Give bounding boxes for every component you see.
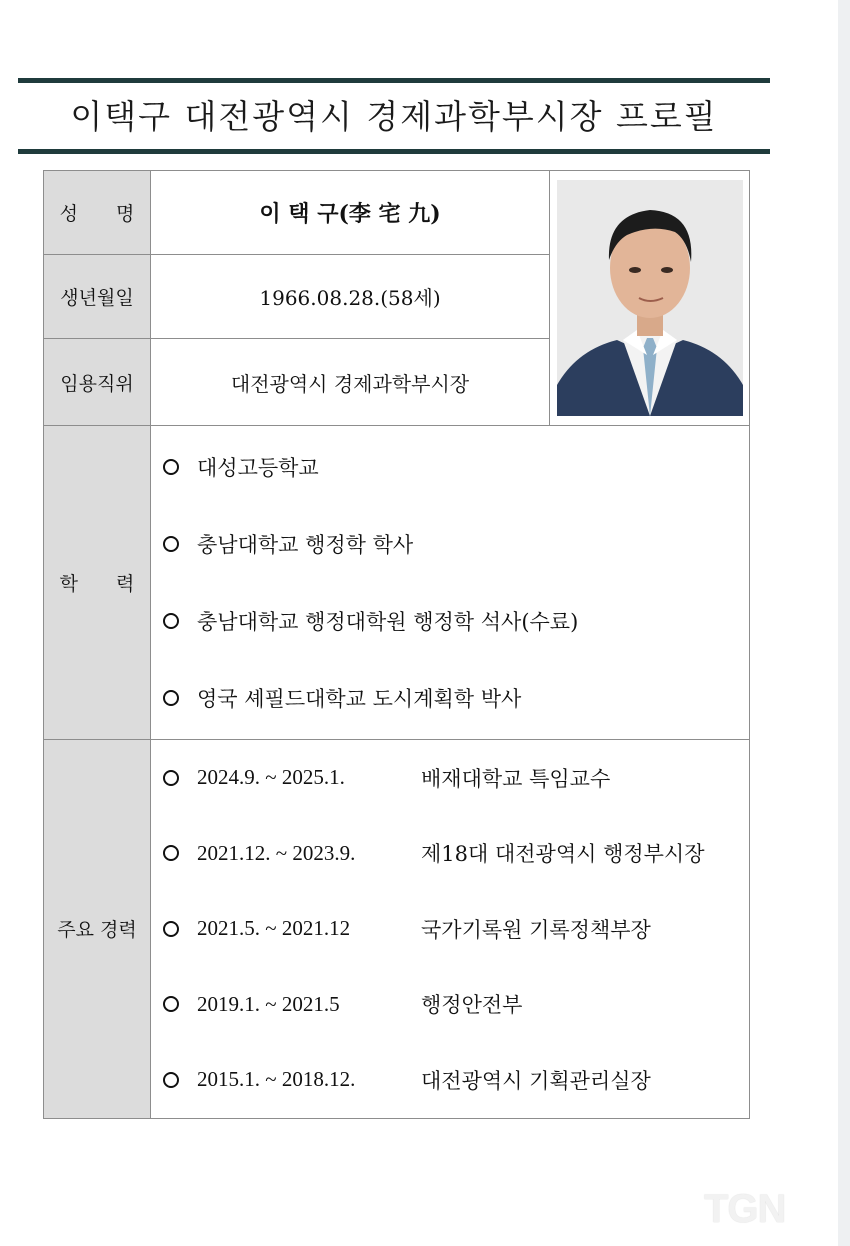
circle-bullet-icon <box>163 921 179 937</box>
education-cell <box>151 426 750 740</box>
education-label: 학 력 <box>44 426 151 740</box>
position-label: 임용직위 <box>44 339 151 426</box>
list-item: 2015.1. ~ 2018.12. 대전광역시 기획관리실장 <box>163 1042 749 1118</box>
career-cell <box>151 740 750 1119</box>
circle-bullet-icon <box>163 536 179 552</box>
list-item: 영국 셰필드대학교 도시계획학 박사 <box>163 660 749 737</box>
list-item: 2024.9. ~ 2025.1. 배재대학교 특임교수 <box>163 740 749 816</box>
page-edge <box>838 0 850 1246</box>
list-item: 충남대학교 행정대학원 행정학 석사(수료) <box>163 583 749 660</box>
name-label: 성 명 <box>44 171 151 255</box>
list-item: 2021.12. ~ 2023.9. 제18대 대전광역시 행정부시장 <box>163 816 749 892</box>
name-value: 이 택 구(李 宅 九) <box>151 171 550 255</box>
circle-bullet-icon <box>163 613 179 629</box>
circle-bullet-icon <box>163 690 179 706</box>
profile-table <box>43 170 750 1119</box>
career-label: 주요 경력 <box>44 740 151 1119</box>
list-item: 2019.1. ~ 2021.5 행정안전부 <box>163 967 749 1043</box>
photo-cell <box>550 171 750 426</box>
circle-bullet-icon <box>163 770 179 786</box>
portrait-illustration <box>557 180 743 416</box>
portrait-photo <box>557 180 743 416</box>
name-row <box>44 171 750 255</box>
education-list <box>151 429 749 737</box>
circle-bullet-icon <box>163 845 179 861</box>
list-item: 충남대학교 행정학 학사 <box>163 506 749 583</box>
title-bottom-rule <box>18 149 770 154</box>
position-value: 대전광역시 경제과학부시장 <box>151 339 550 426</box>
career-list <box>151 740 749 1118</box>
list-item: 2021.5. ~ 2021.12 국가기록원 기록정책부장 <box>163 891 749 967</box>
circle-bullet-icon <box>163 1072 179 1088</box>
page-title: 이택구 대전광역시 경제과학부시장 프로필 <box>70 97 718 136</box>
list-item: 대성고등학교 <box>163 429 749 506</box>
birth-label: 생년월일 <box>44 255 151 339</box>
circle-bullet-icon <box>163 996 179 1012</box>
title-top-rule <box>18 78 770 83</box>
circle-bullet-icon <box>163 459 179 475</box>
career-row <box>44 740 750 1119</box>
tgn-watermark-logo: TGN <box>704 1187 786 1231</box>
education-row <box>44 426 750 740</box>
birth-value: 1966.08.28.(58세) <box>151 255 550 339</box>
